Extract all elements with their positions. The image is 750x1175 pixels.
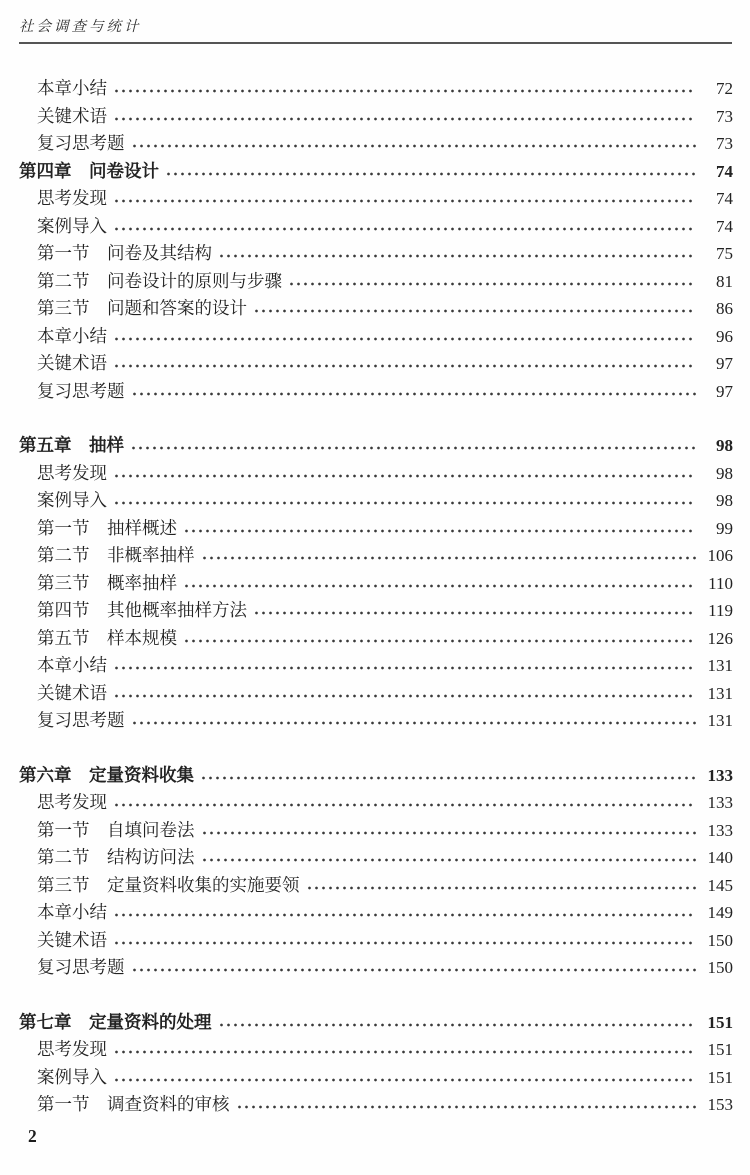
toc-entry-page: 74 [716, 216, 733, 236]
dot-leader [113, 185, 696, 213]
toc-entry-title: 第七章 定量资料的处理 [19, 1011, 212, 1032]
toc-entry-title: 第三节 问题和答案的设计 [37, 298, 247, 318]
toc-entry-row [19, 625, 733, 653]
toc-entry-page: 149 [707, 903, 733, 922]
toc-entry-title: 本章小结 [37, 902, 107, 922]
dot-leader [131, 707, 697, 735]
toc-entry-row [19, 75, 733, 103]
dot-leader [113, 213, 696, 241]
toc-entry-page: 151 [707, 1012, 733, 1032]
toc-entry-page: 131 [707, 711, 733, 730]
toc-entry-title: 第一节 抽样概述 [37, 517, 177, 538]
toc-entry-title: 思考发现 [37, 792, 107, 812]
toc-entry-row [19, 1036, 733, 1064]
dot-leader [288, 268, 696, 296]
toc-entry-title: 第二节 非概率抽样 [37, 545, 195, 565]
toc-entry-row [19, 323, 733, 351]
dot-leader [201, 542, 697, 570]
toc-entry-title: 第二节 问卷设计的原则与步骤 [37, 270, 282, 291]
dot-leader [113, 323, 696, 351]
toc-entry-row [19, 213, 733, 241]
dot-leader [201, 817, 697, 845]
toc-entry-title: 第六章 定量资料收集 [19, 764, 194, 785]
toc-entry-row [19, 295, 733, 323]
toc-entry-page: 97 [716, 381, 733, 401]
toc-entry-row [19, 927, 733, 955]
toc-entry-title: 案例导入 [37, 215, 107, 236]
toc-entry-row [19, 542, 733, 570]
toc-entry-title: 第三节 概率抽样 [37, 572, 177, 593]
toc-entry-page: 97 [716, 354, 733, 373]
toc-entry-page: 75 [716, 244, 733, 263]
toc-entry-title: 第一节 自填问卷法 [37, 819, 195, 840]
toc-entry-page: 74 [716, 189, 733, 208]
toc-entry-row [19, 789, 733, 817]
toc-entry-row [19, 350, 733, 378]
toc-entry-row [19, 1091, 733, 1119]
toc-entry-page: 151 [707, 1040, 733, 1059]
toc-entry-title: 本章小结 [37, 78, 107, 98]
toc-entry-title: 第三节 定量资料收集的实施要领 [37, 874, 300, 895]
toc-entry-page: 110 [708, 573, 733, 593]
toc-entry-title: 第二节 结构访问法 [37, 847, 195, 867]
toc-entry-page: 133 [707, 765, 733, 785]
toc-entry-title: 本章小结 [37, 325, 107, 346]
toc-entry-row [19, 487, 733, 515]
dot-leader [183, 515, 696, 543]
dot-leader [113, 350, 696, 378]
toc-entry-row [19, 515, 733, 543]
toc-entry-page: 73 [716, 134, 733, 153]
toc-entry-page: 140 [707, 848, 733, 867]
toc-entry-page: 150 [707, 930, 733, 950]
dot-leader [113, 789, 696, 817]
toc-entry-row [19, 130, 733, 158]
toc-entry-row [19, 652, 733, 680]
toc-entry-title: 第五章 抽样 [19, 435, 124, 455]
dot-leader [218, 240, 696, 268]
dot-leader [113, 652, 696, 680]
dot-leader [183, 625, 696, 653]
toc-entry-title: 复习思考题 [37, 710, 125, 730]
toc-entry-row [19, 103, 733, 131]
dot-leader [200, 762, 696, 790]
dot-leader [113, 1064, 696, 1092]
toc-entry-title: 思考发现 [37, 462, 107, 483]
toc-entry-row [19, 954, 733, 982]
toc-entry-title: 第五节 样本规模 [37, 627, 177, 648]
toc-entry-page: 131 [707, 683, 733, 703]
toc-entry-row [19, 1064, 733, 1092]
toc-entry-row [19, 240, 733, 268]
toc-entry-page: 73 [716, 106, 733, 126]
toc-entry-page: 86 [716, 299, 733, 318]
toc-entry-page: 151 [707, 1067, 733, 1087]
toc-entry-row [19, 844, 733, 872]
dot-leader [113, 75, 696, 103]
dot-leader [306, 872, 697, 900]
dot-leader [113, 1036, 696, 1064]
toc-entry-row [19, 597, 733, 625]
toc-entry-page: 81 [716, 271, 733, 291]
toc-entry-title: 第一节 问卷及其结构 [37, 243, 212, 263]
toc-entry-row [19, 680, 733, 708]
toc-entry-row [19, 378, 733, 406]
running-head [19, 15, 732, 44]
toc-entry-title: 关键术语 [37, 682, 107, 703]
toc-entry-title: 关键术语 [37, 929, 107, 950]
dot-leader [183, 570, 696, 598]
toc-chapter-row [19, 158, 733, 186]
toc-entry-page: 99 [716, 518, 733, 538]
toc-entry-page: 98 [716, 463, 733, 483]
dot-leader [131, 378, 697, 406]
dot-leader [131, 130, 697, 158]
dot-leader [218, 1009, 697, 1037]
toc-entry-title: 第四节 其他概率抽样方法 [37, 600, 247, 620]
dot-leader [113, 460, 696, 488]
dot-leader [113, 927, 696, 955]
dot-leader [253, 295, 696, 323]
toc-entry-title: 复习思考题 [37, 380, 125, 401]
toc-entry-page: 150 [707, 958, 733, 977]
toc-entry-row [19, 268, 733, 296]
toc-entry-title: 案例导入 [37, 490, 107, 510]
toc-entry-title: 关键术语 [37, 353, 107, 373]
toc-entry-row [19, 707, 733, 735]
toc-entry-page: 131 [707, 656, 733, 675]
dot-leader [201, 844, 697, 872]
toc-entry-page: 133 [707, 793, 733, 812]
toc-entry-title: 本章小结 [37, 655, 107, 675]
toc-chapter-row [19, 762, 733, 790]
toc-entry-row [19, 460, 733, 488]
toc-entry-row [19, 570, 733, 598]
toc-entry-title: 关键术语 [37, 105, 107, 126]
dot-leader [113, 680, 696, 708]
toc-entry-page: 106 [707, 546, 733, 565]
toc-entry-page: 98 [716, 436, 733, 455]
toc-entry-title: 思考发现 [37, 188, 107, 208]
toc-entry-page: 98 [716, 491, 733, 510]
toc-entry-page: 74 [716, 161, 733, 181]
toc-entry-row [19, 899, 733, 927]
toc-entry-page: 133 [707, 820, 733, 840]
dot-leader [113, 899, 696, 927]
dot-leader [131, 954, 697, 982]
dot-leader [165, 158, 696, 186]
toc-entry-page: 96 [716, 326, 733, 346]
page-number: 2 [28, 1126, 37, 1146]
dot-leader [113, 487, 696, 515]
toc-entry-row [19, 817, 733, 845]
toc-entry-title: 思考发现 [37, 1039, 107, 1059]
dot-leader [130, 432, 696, 460]
header-rule [19, 42, 732, 44]
toc-chapter-row [19, 432, 733, 460]
toc-entry-title: 第一节 调查资料的审核 [37, 1094, 230, 1114]
toc-entry-title: 复习思考题 [37, 957, 125, 977]
toc-entry-title: 第四章 问卷设计 [19, 160, 159, 181]
running-head-title: 社会调查与统计 [19, 19, 142, 35]
dot-leader [236, 1091, 697, 1119]
toc-chapter-row [19, 1009, 733, 1037]
toc-entry-title: 案例导入 [37, 1066, 107, 1087]
toc-entry-page: 145 [707, 875, 733, 895]
toc-entry-page: 72 [716, 79, 733, 98]
toc-entry-title: 复习思考题 [37, 133, 125, 153]
table-of-contents [19, 75, 733, 1119]
toc-entry-page: 126 [707, 628, 733, 648]
toc-entry-row [19, 872, 733, 900]
toc-entry-row [19, 185, 733, 213]
toc-entry-page: 119 [708, 601, 733, 620]
dot-leader [113, 103, 696, 131]
toc-entry-page: 153 [707, 1095, 733, 1114]
dot-leader [253, 597, 696, 625]
